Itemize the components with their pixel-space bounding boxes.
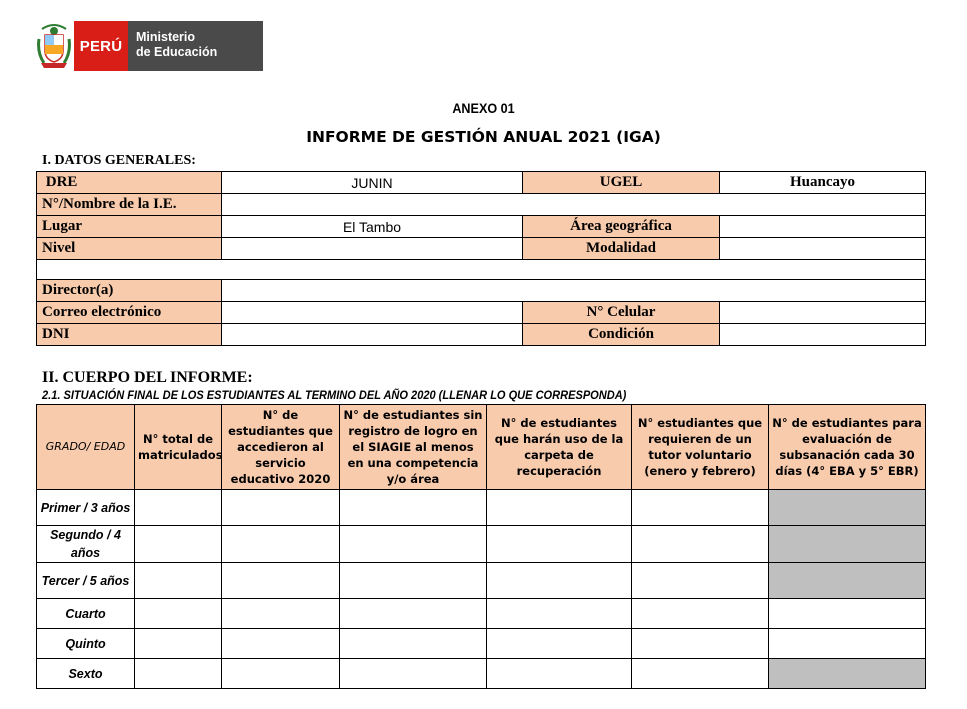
area-label: Área geográfica: [523, 216, 720, 238]
spacer-cell: [37, 260, 926, 280]
cell-sin-registro-siagie[interactable]: [340, 490, 487, 526]
dni-label: DNI: [37, 324, 222, 346]
section-report-body-title: II. CUERPO DEL INFORME:: [42, 369, 253, 386]
row-label-grado: Cuarto: [37, 599, 135, 629]
document-title: INFORME DE GESTIÓN ANUAL 2021 (IGA): [306, 128, 661, 146]
row-label-grado: Sexto: [37, 659, 135, 689]
header-carpeta-recuperacion: N° de estudiantes que harán uso de la carpeta de recuperación: [487, 405, 632, 490]
row-spacer: [37, 260, 926, 280]
ugel-label: UGEL: [523, 172, 720, 194]
peru-coat-of-arms-icon: [36, 21, 72, 71]
cell-total-matriculados[interactable]: [135, 490, 222, 526]
cell-sin-registro-siagie[interactable]: [340, 629, 487, 659]
cell-tutor-voluntario[interactable]: [632, 599, 769, 629]
cell-tutor-voluntario[interactable]: [632, 629, 769, 659]
cell-carpeta-recuperacion[interactable]: [487, 526, 632, 563]
condicion-label: Condición: [523, 324, 720, 346]
students-table-body: [37, 490, 926, 689]
cell-tutor-voluntario[interactable]: [632, 659, 769, 689]
cell-sin-registro-siagie[interactable]: [340, 526, 487, 563]
annex-number: ANEXO 01: [452, 100, 515, 116]
table-row: [37, 629, 926, 659]
header-sin-registro-siagie: N° de estudiantes sin registro de logro en el SIAGIE al menos en una competencia y/o área: [340, 405, 487, 490]
row-correo-celular: [37, 302, 926, 324]
cell-sin-registro-siagie[interactable]: [340, 563, 487, 599]
header-evaluacion-subsanacion: N° de estudiantes para evaluación de subsanación cada 30 días (4° EBA y 5° EBR): [769, 405, 926, 490]
ugel-field[interactable]: Huancayo: [720, 172, 926, 194]
cell-carpeta-recuperacion[interactable]: [487, 490, 632, 526]
row-label-grado: Segundo / 4 años: [37, 526, 135, 563]
dre-label-text: DRE: [45, 174, 78, 190]
dre-field[interactable]: JUNIN: [222, 172, 523, 194]
celular-field[interactable]: [720, 302, 926, 324]
ministry-line-2: de Educación: [136, 45, 218, 59]
table-row: [37, 526, 926, 563]
row-ie: [37, 194, 926, 216]
row-label-grado: Tercer / 5 años: [37, 563, 135, 599]
students-table-header: [37, 405, 926, 490]
general-data-table: [36, 171, 926, 346]
nivel-field[interactable]: [222, 238, 523, 260]
modalidad-field[interactable]: [720, 238, 926, 260]
cell-accedieron-servicio[interactable]: [222, 629, 340, 659]
area-field[interactable]: [720, 216, 926, 238]
cell-total-matriculados[interactable]: [135, 526, 222, 563]
row-dre-ugel: [37, 172, 926, 194]
condicion-field[interactable]: [720, 324, 926, 346]
nivel-label: Nivel: [37, 238, 222, 260]
subsection-title: 2.1. SITUACIÓN FINAL DE LOS ESTUDIANTES AL TERMINO DEL AÑO 2020 (LLENAR LO QUE CORRESPONDA): [42, 388, 627, 402]
peru-label: PERÚ: [74, 21, 128, 71]
header-grado-edad: GRADO/ EDAD: [37, 405, 135, 490]
cell-evaluacion-subsanacion[interactable]: [769, 526, 926, 563]
cell-accedieron-servicio[interactable]: [222, 563, 340, 599]
students-table: [36, 404, 926, 689]
dni-field[interactable]: [222, 324, 523, 346]
cell-accedieron-servicio[interactable]: [222, 659, 340, 689]
cell-carpeta-recuperacion[interactable]: [487, 629, 632, 659]
cell-total-matriculados[interactable]: [135, 659, 222, 689]
ministry-logo: [36, 21, 263, 71]
cell-carpeta-recuperacion[interactable]: [487, 599, 632, 629]
cell-carpeta-recuperacion[interactable]: [487, 563, 632, 599]
ie-field[interactable]: [222, 194, 926, 216]
row-label-grado: Quinto: [37, 629, 135, 659]
cell-tutor-voluntario[interactable]: [632, 526, 769, 563]
section-general-data-title: I. DATOS GENERALES:: [42, 153, 196, 168]
director-label: Director(a): [37, 280, 222, 302]
correo-field[interactable]: [222, 302, 523, 324]
modalidad-label: Modalidad: [523, 238, 720, 260]
lugar-label: Lugar: [37, 216, 222, 238]
cell-evaluacion-subsanacion[interactable]: [769, 490, 926, 526]
cell-sin-registro-siagie[interactable]: [340, 599, 487, 629]
cell-tutor-voluntario[interactable]: [632, 490, 769, 526]
row-director: [37, 280, 926, 302]
cell-carpeta-recuperacion[interactable]: [487, 659, 632, 689]
cell-evaluacion-subsanacion[interactable]: [769, 599, 926, 629]
row-dni-condicion: [37, 324, 926, 346]
header-accedieron-servicio: N° de estudiantes que accedieron al servicio educativo 2020: [222, 405, 340, 490]
cell-evaluacion-subsanacion[interactable]: [769, 629, 926, 659]
director-field[interactable]: [222, 280, 926, 302]
correo-label: Correo electrónico: [37, 302, 222, 324]
celular-label: N° Celular: [523, 302, 720, 324]
table-row: [37, 659, 926, 689]
row-label-grado: Primer / 3 años: [37, 490, 135, 526]
table-row: [37, 490, 926, 526]
row-nivel-modalidad: [37, 238, 926, 260]
cell-evaluacion-subsanacion[interactable]: [769, 659, 926, 689]
ministry-name: [128, 21, 263, 71]
lugar-field[interactable]: El Tambo: [222, 216, 523, 238]
cell-total-matriculados[interactable]: [135, 599, 222, 629]
row-lugar-area: [37, 216, 926, 238]
cell-sin-registro-siagie[interactable]: [340, 659, 487, 689]
table-row: [37, 563, 926, 599]
cell-evaluacion-subsanacion[interactable]: [769, 563, 926, 599]
dre-label: [37, 172, 222, 194]
header-tutor-voluntario: N° estudiantes que requieren de un tutor voluntario (enero y febrero): [632, 405, 769, 490]
ministry-line-1: Ministerio: [136, 30, 196, 44]
cell-total-matriculados[interactable]: [135, 563, 222, 599]
cell-tutor-voluntario[interactable]: [632, 563, 769, 599]
cell-accedieron-servicio[interactable]: [222, 526, 340, 563]
table-row: [37, 599, 926, 629]
cell-accedieron-servicio[interactable]: [222, 599, 340, 629]
cell-total-matriculados[interactable]: [135, 629, 222, 659]
ie-label: N°/Nombre de la I.E.: [37, 194, 222, 216]
cell-accedieron-servicio[interactable]: [222, 490, 340, 526]
header-total-matriculados: N° total de matriculados: [135, 405, 222, 490]
